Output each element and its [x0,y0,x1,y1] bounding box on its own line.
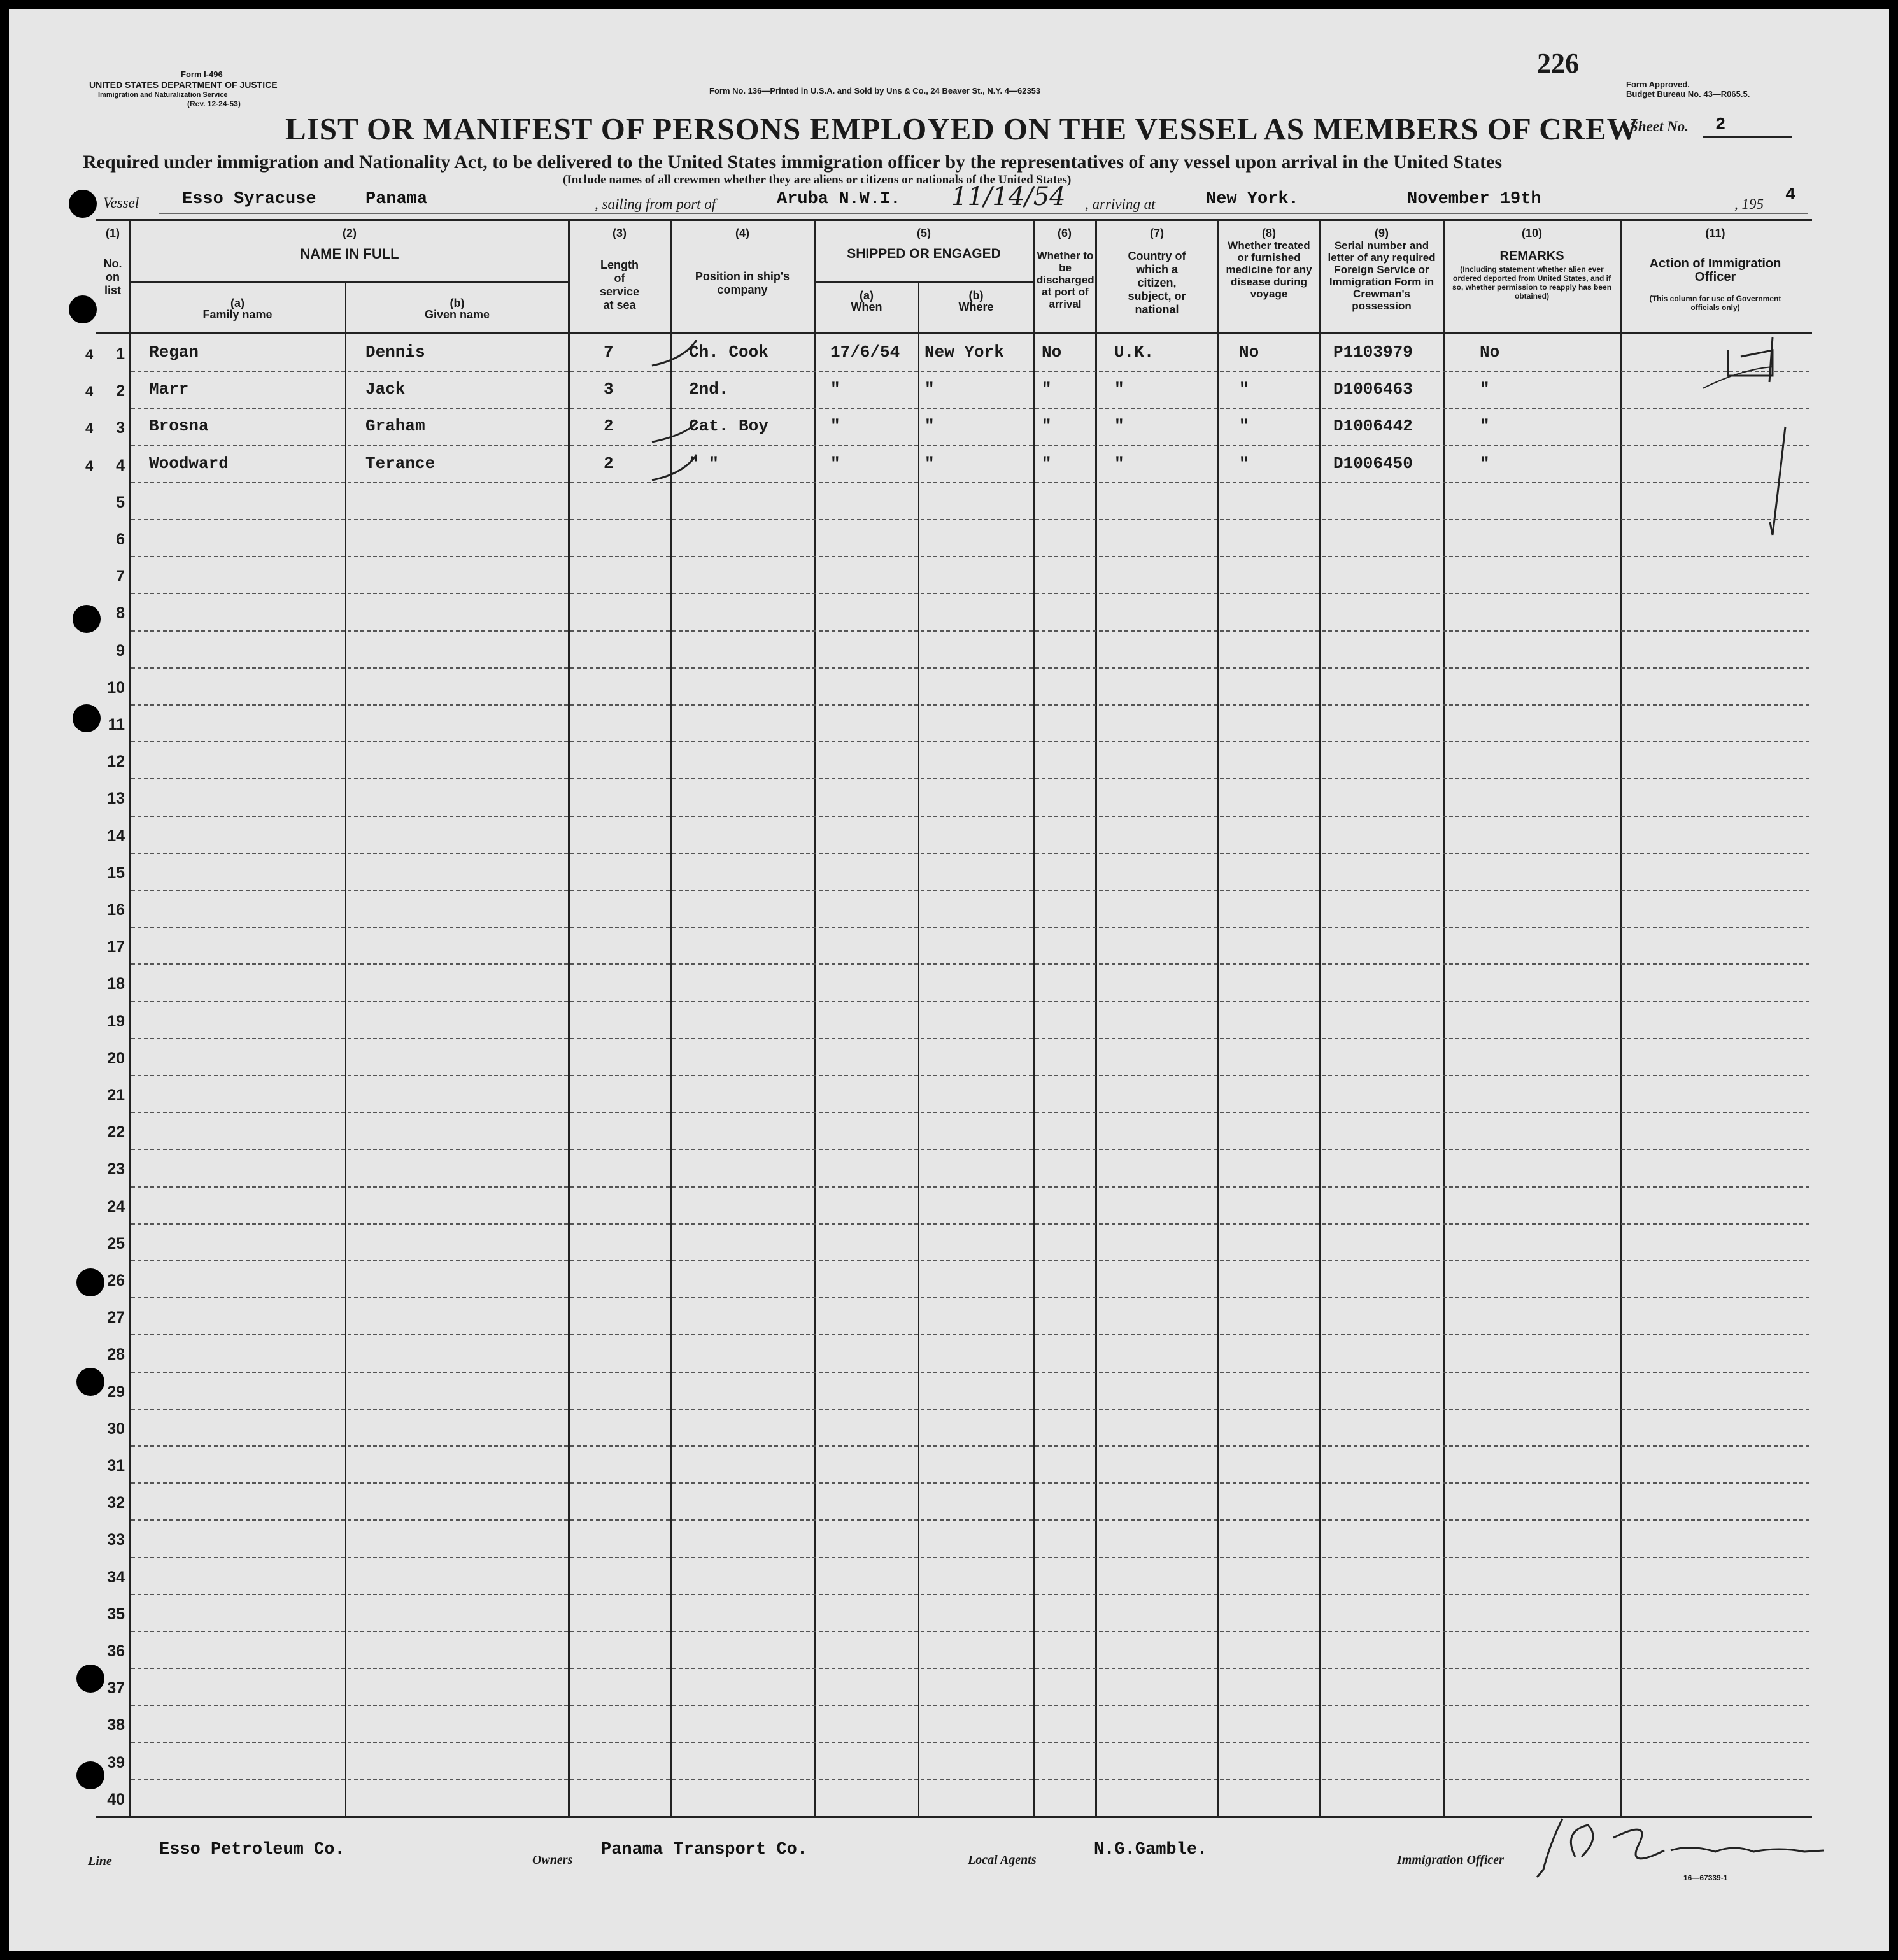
sailing-date: 11/14/54 [951,182,1066,211]
crew-given: Dennis [365,343,425,362]
row-number: 13 [107,790,125,808]
col10-num: (10) [1521,227,1542,239]
page-title: LIST OR MANIFEST OF PERSONS EMPLOYED ON THE VESSEL AS MEMBERS OF CREW [285,111,1639,146]
crew-given: Graham [365,416,425,436]
crew-serial: D1006450 [1333,453,1413,473]
col6-label: Whether to be discharged at port of arrival [1037,250,1094,310]
subtitle: Required under immigration and Nationality Act, to be delivered to the United States immigration officer by the representatives of any vessel upon arrival in the United States [83,152,1503,173]
row-rule [131,1001,1809,1002]
agents-label: Local Agents [968,1853,1037,1867]
row-number: 5 [116,493,125,511]
crew-country: " [1114,416,1124,436]
col3-num: (3) [613,227,627,239]
row-number: 16 [107,901,125,919]
crew-position: " " [689,453,719,473]
col4-label: Position in ship's company [695,270,790,296]
col1-num: (1) [106,227,120,239]
crew-remarks: " [1480,416,1490,436]
column-divider [1217,219,1219,1817]
col1-label: No. on list [103,257,122,297]
row-number: 9 [116,641,125,660]
row-number: 4 [116,456,125,474]
row-rule [131,1742,1809,1743]
col11-num: (11) [1705,227,1725,239]
crew-remarks: No [1480,343,1500,362]
col5b-num: (b) [968,289,984,302]
row-rule [131,704,1809,706]
row-rule [131,556,1809,557]
vessel-name: Esso Syracuse [182,190,316,209]
arrival-port: New York. [1206,190,1299,209]
crew-serial: D1006442 [1333,416,1413,436]
crew-family: Brosna [149,416,209,436]
crew-service: 7 [604,343,614,362]
row-number: 7 [116,567,125,586]
crew-discharged: No [1042,343,1062,362]
row-number: 18 [107,975,125,993]
row-number: 22 [107,1123,125,1142]
row-rule [131,1705,1809,1706]
tally-mark-icon [646,340,709,493]
approval-line1: Form Approved. [1626,80,1690,89]
approval-line2: Budget Bureau No. 43—R065.5. [1626,89,1750,99]
form-code: 16—67339-1 [1683,1873,1728,1882]
crew-family: Regan [149,343,199,362]
officer-signature-icon [1524,1806,1830,1882]
row-number: 27 [107,1309,125,1327]
year-digit: 4 [1785,186,1796,205]
crew-service: 2 [604,416,614,436]
col7-label: Country of which a citizen, subject, or national [1128,250,1186,316]
crew-country: " [1114,380,1124,399]
year-prefix: , 195 [1734,196,1764,212]
crew-service: 3 [604,380,614,399]
row-rule [131,1372,1809,1373]
row-rule [131,1779,1809,1780]
row-number: 32 [107,1494,125,1512]
col2a-label: Family name [202,308,273,321]
crew-where: New York [924,343,1004,362]
row-rule [131,1668,1809,1669]
row-check-mark: 4 [85,346,94,362]
crew-where: " [924,380,935,399]
vessel-underline [159,213,1808,214]
col9-num: (9) [1375,227,1389,239]
row-rule [131,1594,1809,1595]
inspector-mark-icon [1677,331,1804,548]
row-number: 2 [116,382,125,401]
row-number: 12 [107,753,125,771]
col5-label: SHIPPED OR ENGAGED [847,246,1001,261]
row-rule [131,1519,1809,1521]
owners-label: Owners [532,1853,573,1867]
crew-discharged: " [1042,380,1052,399]
row-rule [131,1149,1809,1150]
col11-note: (This column for use of Government officials only) [1649,294,1781,312]
row-rule [131,1297,1809,1298]
row-rule [131,816,1809,817]
crew-country: " [1114,453,1124,473]
crew-position: Cat. Boy [689,416,768,436]
col5-num: (5) [917,227,931,239]
row-rule [131,1186,1809,1188]
officer-label: Immigration Officer [1397,1853,1504,1867]
sheet-number: 2 [1715,116,1726,135]
col11-label: Action of Immigration Officer [1649,257,1781,284]
column-divider [129,219,131,1817]
col2a-num: (a) [230,297,244,309]
line-value: Esso Petroleum Co. [159,1840,345,1859]
col5a-label: When [851,301,882,313]
crew-serial: P1103979 [1333,343,1413,362]
sheet-label: Sheet No. [1630,118,1689,134]
service: Immigration and Naturalization Service [98,91,228,99]
row-rule [131,1038,1809,1039]
row-number: 38 [107,1716,125,1735]
row-check-mark: 4 [85,457,94,474]
column-divider [814,219,816,1817]
crew-remarks: " [1480,380,1490,399]
row-number: 25 [107,1234,125,1253]
row-rule [131,1409,1809,1410]
row-rule [131,519,1809,520]
row-rule [131,1334,1809,1335]
crew-medicine: " [1239,380,1249,399]
row-rule [131,963,1809,965]
row-number: 37 [107,1679,125,1698]
subnote: (Include names of all crewmen whether they are aliens or citizens or nationals of the United States) [563,173,1072,187]
sailing-port: Aruba N.W.I. [777,190,901,209]
crew-serial: D1006463 [1333,380,1413,399]
row-number: 34 [107,1568,125,1586]
col9-label: Serial number and letter of any required Foreign Service or Immigration Form in Crewman's possession [1328,239,1436,312]
row-number: 21 [107,1086,125,1104]
crew-where: " [924,453,935,473]
row-check-mark: 4 [85,383,94,400]
vessel-label: Vessel [103,195,139,211]
shipped-subheader-line [815,281,1033,283]
column-divider [1620,219,1622,1817]
row-rule [131,1112,1809,1113]
owners-value: Panama Transport Co. [601,1840,808,1859]
row-rule [131,741,1809,742]
row-rule [131,1075,1809,1076]
header-bottom-border [96,332,1812,334]
row-number: 3 [116,419,125,437]
manifest-sheet [9,9,1889,1951]
crew-where: " [924,416,935,436]
crew-country: U.K. [1114,343,1154,362]
row-number: 10 [107,678,125,697]
row-rule [131,1482,1809,1484]
row-rule [131,1557,1809,1558]
row-check-mark: 4 [85,420,94,437]
form-number: Form I-496 [181,69,223,79]
row-rule [131,890,1809,891]
col3-label: Length of service at sea [599,259,640,311]
crew-position: 2nd. [689,380,729,399]
col4-num: (4) [735,227,749,239]
row-number: 40 [107,1790,125,1808]
column-divider [345,283,346,1817]
crew-given: Terance [365,453,436,473]
crew-when: " [830,380,840,399]
row-number: 17 [107,938,125,956]
row-number: 29 [107,1382,125,1401]
row-rule [131,445,1809,446]
row-number: 14 [107,827,125,845]
department: UNITED STATES DEPARTMENT OF JUSTICE [89,80,278,90]
row-rule [131,927,1809,928]
table-top-border [96,219,1812,221]
crew-medicine: No [1239,343,1259,362]
col10-note: (Including statement whether alien ever ordered deported from United States, and if so, whether permission to reapply has been obtained) [1452,265,1612,301]
col2-num: (2) [343,227,357,239]
printer-note: Form No. 136—Printed in U.S.A. and Sold by Uns & Co., 24 Beaver St., N.Y. 4—62353 [709,86,1041,96]
crew-medicine: " [1239,416,1249,436]
row-number: 15 [107,863,125,882]
col6-num: (6) [1058,227,1072,239]
crew-service: 2 [604,453,614,473]
crew-when: " [830,416,840,436]
crew-discharged: " [1042,453,1052,473]
row-rule [131,1223,1809,1225]
row-number: 1 [116,345,125,363]
row-rule [131,482,1809,483]
row-number: 19 [107,1012,125,1030]
row-number: 28 [107,1346,125,1364]
col2-label: NAME IN FULL [300,246,399,262]
row-number: 8 [116,604,125,623]
column-divider [1319,219,1321,1817]
agents-value: N.G.Gamble. [1094,1840,1208,1859]
row-rule [131,667,1809,669]
row-rule [131,593,1809,594]
row-rule [131,1260,1809,1261]
col5b-label: Where [958,301,994,313]
row-rule [131,371,1809,372]
col5a-num: (a) [860,289,874,302]
arrival-date: November 19th [1407,190,1541,209]
row-rule [131,778,1809,779]
row-rule [131,1445,1809,1447]
page-number: 226 [1537,48,1579,79]
crew-given: Jack [365,380,406,399]
row-number: 35 [107,1605,125,1623]
row-rule [131,630,1809,632]
crew-when: 17/6/54 [830,343,900,362]
column-divider [1095,219,1097,1817]
sheet-underline [1703,136,1792,138]
punch-hole [69,190,97,218]
row-number: 26 [107,1272,125,1289]
row-number: 24 [107,1197,125,1216]
row-number: 39 [107,1753,125,1772]
crew-discharged: " [1042,416,1052,436]
crew-position: Ch. Cook [689,343,768,362]
row-number: 6 [116,530,125,548]
vessel-flag: Panama [365,190,428,209]
col2b-label: Given name [424,308,490,321]
col8-label: Whether treated or furnished medicine for any disease during voyage [1226,239,1312,300]
col8-num: (8) [1262,227,1276,239]
row-number: 11 [108,716,125,734]
row-number: 31 [107,1457,125,1475]
revision: (Rev. 12-24-53) [187,99,241,108]
crew-when: " [830,453,840,473]
row-number: 30 [107,1419,125,1438]
crew-remarks: " [1480,453,1490,473]
row-number: 33 [107,1531,125,1549]
crew-family: Woodward [149,453,229,473]
column-divider [1443,219,1445,1817]
arriving-label: , arriving at [1085,196,1156,212]
name-subheader-line [130,281,569,283]
sailing-label: , sailing from port of [595,196,716,212]
row-number: 20 [107,1049,125,1067]
line-label: Line [88,1854,112,1868]
crew-family: Marr [149,380,189,399]
col7-num: (7) [1150,227,1164,239]
column-divider [1033,219,1035,1817]
col2b-num: (b) [450,297,465,309]
column-divider [568,219,570,1817]
column-divider [918,283,919,1817]
row-number: 23 [107,1160,125,1179]
row-number: 36 [107,1642,125,1660]
row-rule [131,408,1809,409]
row-rule [131,853,1809,854]
crew-medicine: " [1239,453,1249,473]
row-rule [131,1631,1809,1632]
punch-hole [69,295,97,323]
col10-label: REMARKS [1499,249,1564,263]
